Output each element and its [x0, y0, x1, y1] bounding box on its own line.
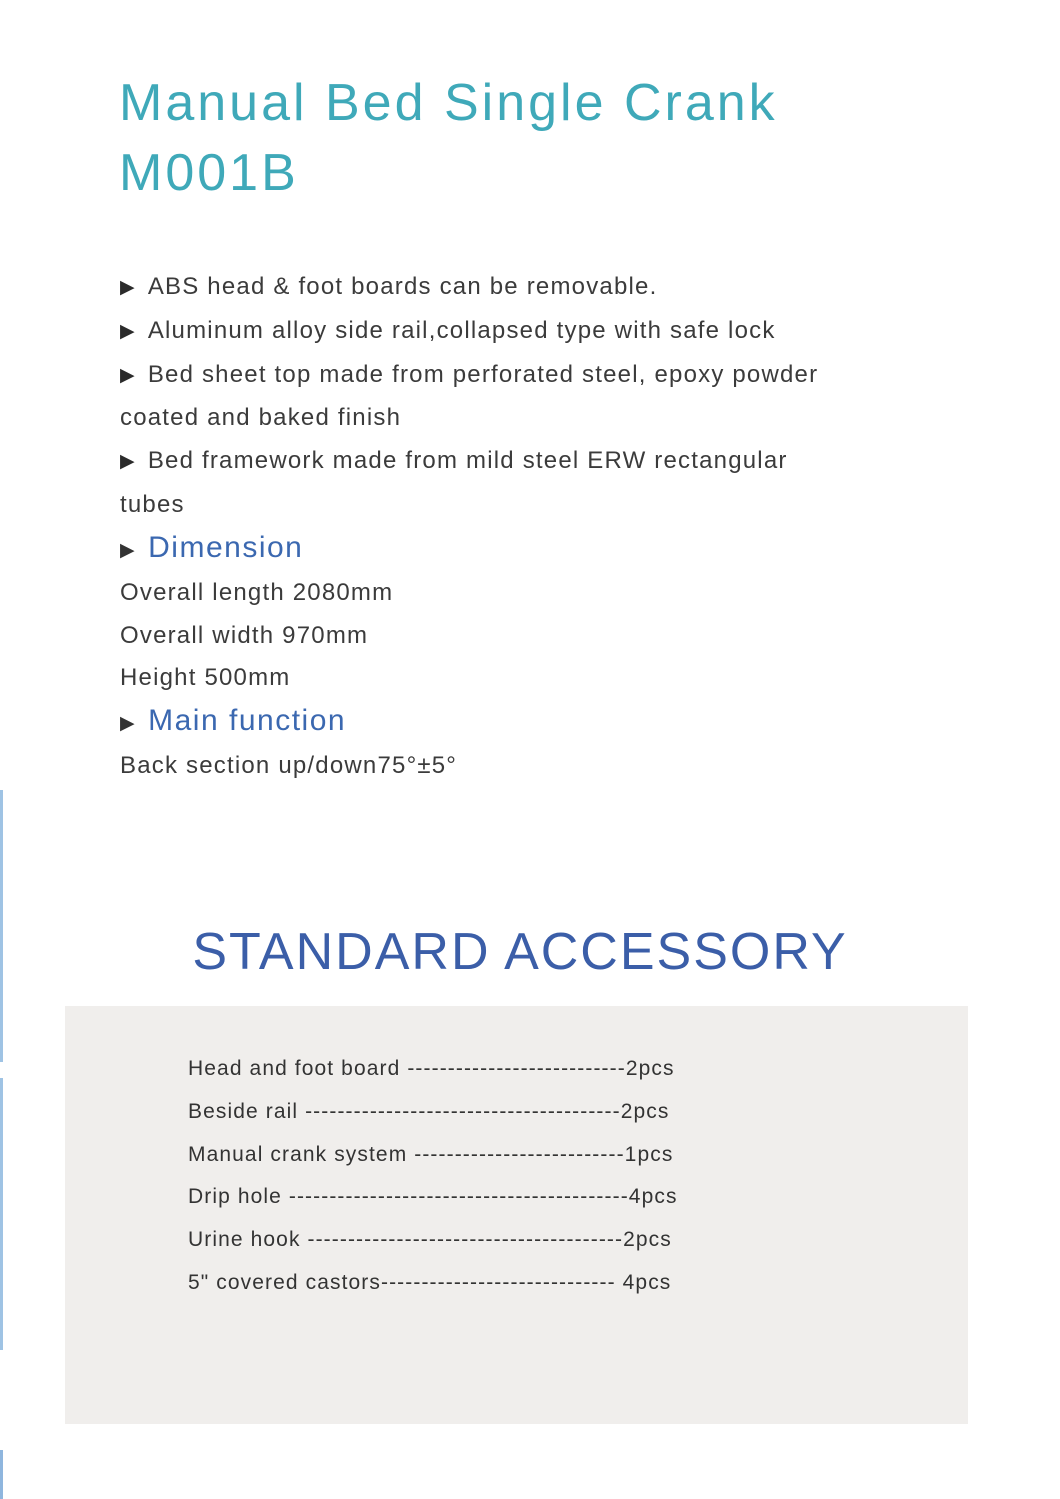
accessory-item: Beside rail ---------------------------------------2pcs: [188, 1099, 670, 1123]
feature-continuation: coated and baked finish: [120, 404, 402, 432]
accessory-heading: STANDARD ACCESSORY: [192, 923, 848, 981]
dimension-height: Height 500mm: [120, 664, 291, 692]
feature-continuation: tubes: [120, 490, 185, 518]
feature-text: Aluminum alloy side rail,collapsed type with safe lock: [147, 316, 776, 344]
product-title: [119, 68, 778, 208]
accessory-item: Head and foot board ---------------------------2pcs: [188, 1057, 675, 1080]
triangle-bullet-icon: ▶: [120, 451, 136, 473]
accessory-item: Drip hole ------------------------------------------4pcs: [188, 1185, 678, 1209]
product-title-line1: Manual Bed Single Crank: [119, 74, 778, 132]
feature-text: ABS head & foot boards can be removable.: [147, 273, 658, 300]
product-model: M001B: [119, 144, 299, 202]
feature-item: [120, 266, 920, 310]
feature-item: [120, 310, 920, 354]
left-accent-bar: [0, 1450, 3, 1499]
dimension-length: Overall length 2080mm: [120, 578, 394, 606]
feature-text: Bed framework made from mild steel ERW rectangular: [147, 447, 788, 475]
triangle-bullet-icon: ▶: [120, 320, 136, 342]
triangle-bullet-icon: ▶: [120, 277, 136, 298]
feature-item: [120, 440, 920, 484]
feature-item: [120, 354, 920, 398]
accessory-item: Urine hook ---------------------------------------2pcs: [188, 1228, 672, 1252]
left-accent-bar: [0, 1078, 3, 1350]
triangle-bullet-icon: ▶: [120, 713, 137, 735]
accessory-item: 5" covered castors----------------------------- 4pcs: [188, 1270, 672, 1294]
dimension-heading: ▶ Dimension: [120, 527, 920, 572]
triangle-bullet-icon: ▶: [120, 539, 137, 561]
feature-text: Bed sheet top made from perforated steel, epoxy powder: [147, 360, 819, 388]
dimension-width: Overall width 970mm: [120, 621, 369, 649]
feature-list: [120, 266, 920, 788]
triangle-bullet-icon: ▶: [120, 364, 136, 386]
main-function-text: Back section up/down75°±5°: [120, 752, 458, 780]
main-function-heading: ▶ Main function: [120, 700, 920, 745]
accessory-list: [188, 1050, 748, 1307]
accessory-item: Manual crank system --------------------------1pcs: [188, 1142, 674, 1166]
